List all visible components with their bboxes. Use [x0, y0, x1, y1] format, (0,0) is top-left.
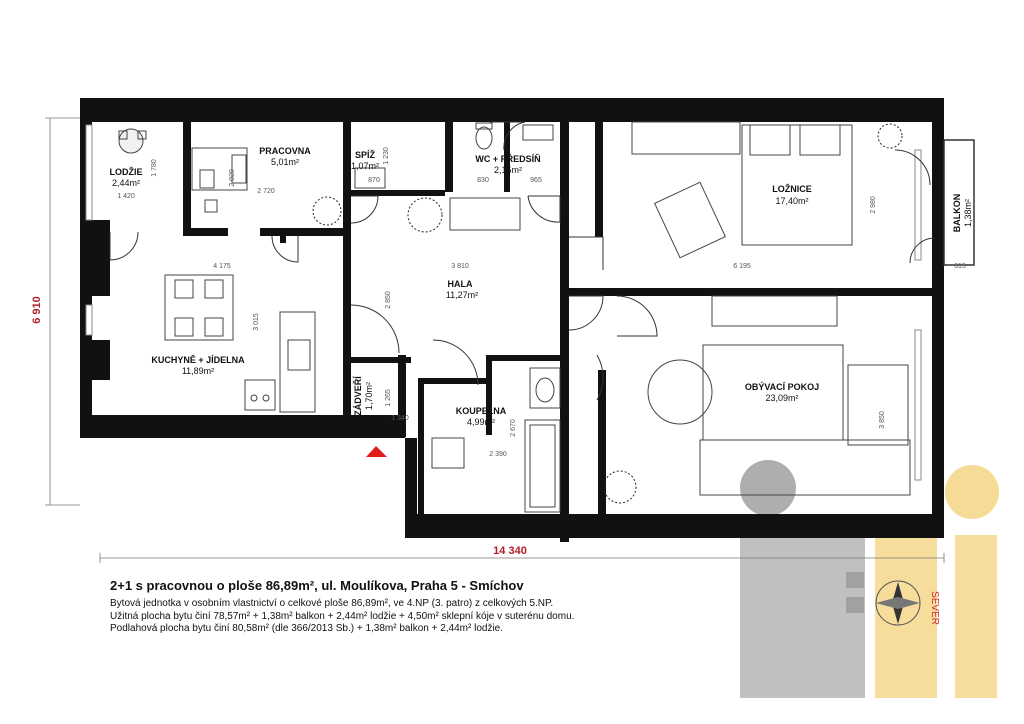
dim-1230: 1 230: [383, 147, 390, 165]
dim-1265: 1 265: [385, 389, 392, 407]
room-name-spiz: SPÍŽ: [354, 150, 376, 160]
dim-6195: 6 195: [733, 263, 751, 270]
plants: [313, 124, 902, 503]
room-area-obyvaci: 23,09m²: [765, 393, 799, 403]
dim-4175: 4 175: [213, 263, 231, 270]
room-name-kuchyne: KUCHYNĚ + JÍDELNA: [151, 355, 245, 365]
room-area-lodzie: 2,44m²: [111, 178, 141, 188]
compass-label: SEVER: [929, 591, 940, 625]
dim-965: 965: [530, 177, 542, 184]
room-area-balkon: 1,38m²: [963, 198, 973, 228]
dim-2980: 2 980: [870, 196, 877, 214]
caption-line-3: Podlahová plocha bytu činí 80,58m² (dle 366/2013 Sb.) + 1,38m² balkon + 2,44m² lodžie.: [110, 623, 504, 634]
dim-1780: 1 780: [151, 159, 158, 177]
dim-3810: 3 810: [451, 263, 469, 270]
room-area-pracovna: 5,01m²: [270, 157, 300, 167]
dim-3850: 3 850: [879, 411, 886, 429]
room-name-wc: WC + PŘEDSÍŇ: [475, 154, 541, 164]
dim-2670: 2 670: [510, 419, 517, 437]
dim-2850: 2 850: [385, 291, 392, 309]
agency-logo: [740, 460, 999, 698]
room-name-balkon: BALKON: [952, 193, 962, 233]
dim-3015: 3 015: [253, 313, 260, 331]
dim-2020: 2 020: [229, 169, 236, 187]
room-name-loznice: LOŽNICE: [772, 184, 812, 194]
room-name-koupelna: KOUPELNA: [455, 406, 507, 416]
room-area-loznice: 17,40m²: [775, 196, 809, 206]
dimension-labels: [31, 147, 966, 557]
dim-830: 830: [477, 177, 489, 184]
room-name-zadveri: ZÁDVEŘÍ: [353, 376, 363, 416]
room-name-lodzie: LODŽIE: [109, 167, 143, 177]
room-area-hala: 11,27m²: [445, 290, 479, 300]
room-name-hala: HALA: [447, 279, 473, 289]
room-area-zadveri: 1,70m²: [364, 381, 374, 411]
room-area-koupelna: 4,99m²: [466, 417, 496, 427]
furniture: [119, 122, 910, 512]
dim-total-height: 6 910: [31, 296, 43, 324]
dim-2720: 2 720: [257, 188, 275, 195]
room-name-pracovna: PRACOVNA: [259, 146, 311, 156]
room-area-spiz: 1,07m²: [350, 161, 380, 171]
room-area-wc: 2,15m²: [493, 165, 523, 175]
dim-870: 870: [368, 177, 380, 184]
caption-line-1: Bytová jednotka v osobním vlastnictví o celkové ploše 86,89m², ve 4.NP (3. patro) z celkových 5.NP.: [110, 598, 554, 609]
dim-1420: 1 420: [117, 193, 135, 200]
caption-line-2: Užitná plocha bytu činí 78,57m² + 1,38m² balkon + 2,44m² lodžie + 4,50m² sklepní kóje v suterénu domu.: [110, 610, 575, 622]
dim-1340: 1 340: [391, 415, 409, 422]
dim-615: 615: [954, 263, 966, 270]
caption-title: 2+1 s pracovnou o ploše 86,89m², ul. Moulíkova, Praha 5 - Smíchov: [110, 578, 524, 593]
caption: [110, 578, 730, 636]
dim-2390: 2 390: [489, 451, 507, 458]
room-area-kuchyne: 11,89m²: [181, 366, 215, 376]
dim-total-width: 14 340: [493, 545, 527, 557]
room-name-obyvaci: OBÝVACÍ POKOJ: [744, 382, 820, 392]
entrance-marker-icon: [366, 446, 387, 457]
